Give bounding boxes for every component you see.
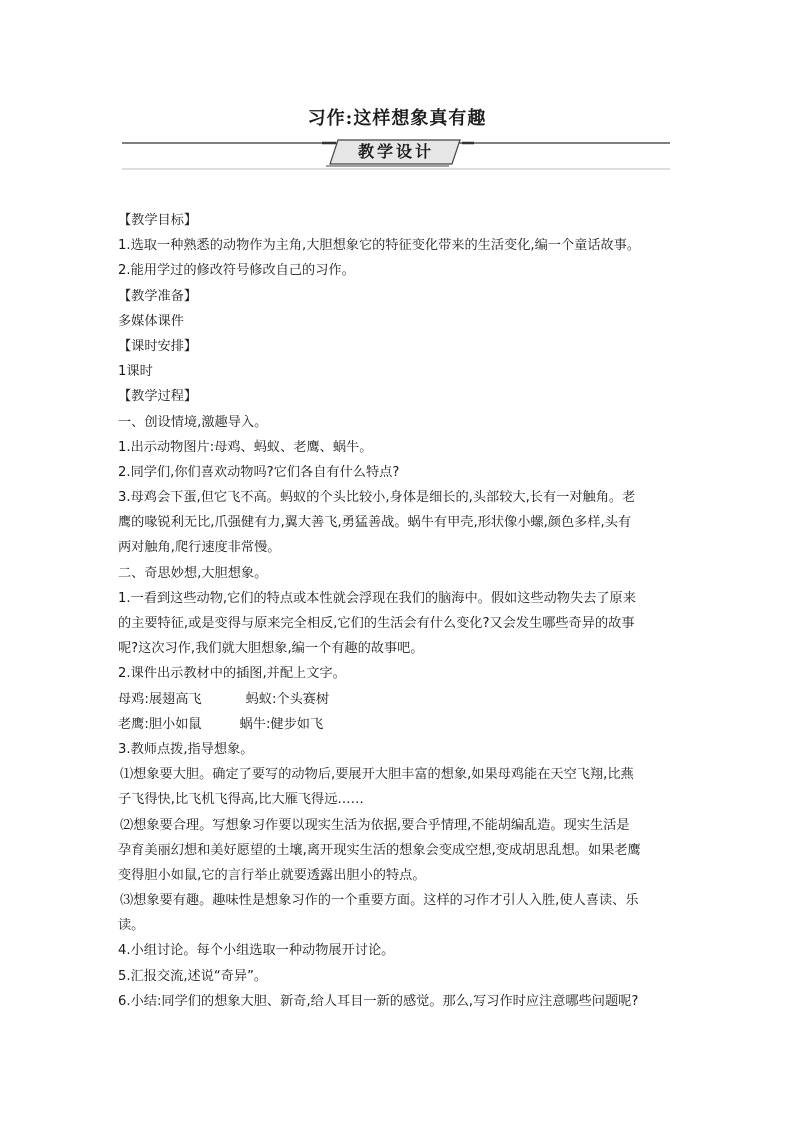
step-text: 的主要特征,或是变得与原来完全相反,它们的生活会有什么变化?又会发生哪些奇异的故事 (118, 616, 635, 631)
step-text: 鹰的喙锐利无比,爪强健有力,翼大善飞,勇猛善战。蜗牛有甲壳,形状像小螺,颜色多样,头有 (118, 515, 632, 531)
animal-caption: 母鸡:展翅高飞 (118, 691, 202, 707)
step-text: 3.母鸡会下蛋,但它飞不高。蚂蚁的个头比较小,身体是细长的,头部较大,长有一对触角。老 (118, 490, 636, 506)
page-title: 习作:这样想象真有趣 (307, 108, 487, 129)
step-text: 1.一看到这些动物,它们的特点或本性就会浮现在我们的脑海中。假如这些动物失去了原来 (118, 590, 636, 606)
point-text: 变得胆小如鼠,它的言行举止就要透露出胆小的特点。 (118, 867, 426, 883)
animal-caption: 老鹰:胆小如鼠 (118, 716, 202, 732)
point-text: ⑵想象要合理。写想象习作要以现实生活为依据,要合乎情理,不能胡编乱造。现实生活是 (120, 817, 630, 833)
heading-goals: 【教学目标】 (118, 213, 198, 228)
section-heading: 一、创设情境,激趣导入。 (118, 414, 268, 430)
section-heading: 二、奇思妙想,大胆想象。 (118, 565, 268, 581)
point-text: 孕育美丽幻想和美好愿望的土壤,离开现实生活的想象会变成空想,变成胡思乱想。如果老鹰 (118, 842, 641, 858)
lesson-content (118, 208, 678, 1014)
time-text: 1课时 (118, 364, 153, 380)
step-text: 呢?这次习作,我们就大胆想象,编一个有趣的故事吧。 (118, 641, 424, 657)
step-text: 4.小组讨论。每个小组选取一种动物展开讨论。 (118, 943, 395, 959)
goal-item: 2.能用学过的修改符号修改自己的习作。 (118, 263, 355, 279)
point-text: 读。 (118, 918, 145, 934)
prep-text: 多媒体课件 (118, 313, 184, 329)
step-text: 1.出示动物图片:母鸡、蚂蚁、老鹰、蜗牛。 (118, 439, 373, 455)
banner-label: 教学设计 (357, 142, 434, 161)
section-banner (122, 136, 670, 176)
step-text: 2.课件出示教材中的插图,并配上文字。 (118, 666, 346, 682)
step-text: 6.小结:同学们的想象大胆、新奇,给人耳目一新的感觉。那么,写习作时应注意哪些问题呢? (118, 993, 639, 1009)
step-text: 3.教师点拨,指导想象。 (118, 741, 254, 757)
heading-time: 【课时安排】 (118, 338, 198, 354)
animal-pair (118, 712, 678, 737)
heading-prep: 【教学准备】 (118, 288, 198, 304)
step-text: 5.汇报交流,述说“奇异”。 (118, 968, 268, 984)
point-text: ⑶想象要有趣。趣味性是想象习作的一个重要方面。这样的习作才引人入胜,使人喜读、乐 (120, 893, 639, 909)
animal-pair (118, 687, 678, 712)
animal-caption: 蜗牛:健步如飞 (239, 716, 324, 732)
point-text: 子飞得快,比飞机飞得高,比大雁飞得远…… (118, 792, 364, 808)
heading-process: 【教学过程】 (118, 389, 198, 405)
point-text: ⑴想象要大胆。确定了要写的动物后,要展开大胆丰富的想象,如果母鸡能在天空飞翔,比燕 (120, 767, 634, 783)
animal-caption: 蚂蚁:个头赛树 (245, 691, 330, 707)
step-text: 2.同学们,你们喜欢动物吗?它们各自有什么特点? (118, 464, 400, 480)
step-text: 两对触角,爬行速度非常慢。 (118, 540, 281, 556)
goal-item: 1.选取一种熟悉的动物作为主角,大胆想象它的特征变化带来的生活变化,编一个童话故事。 (118, 238, 641, 254)
